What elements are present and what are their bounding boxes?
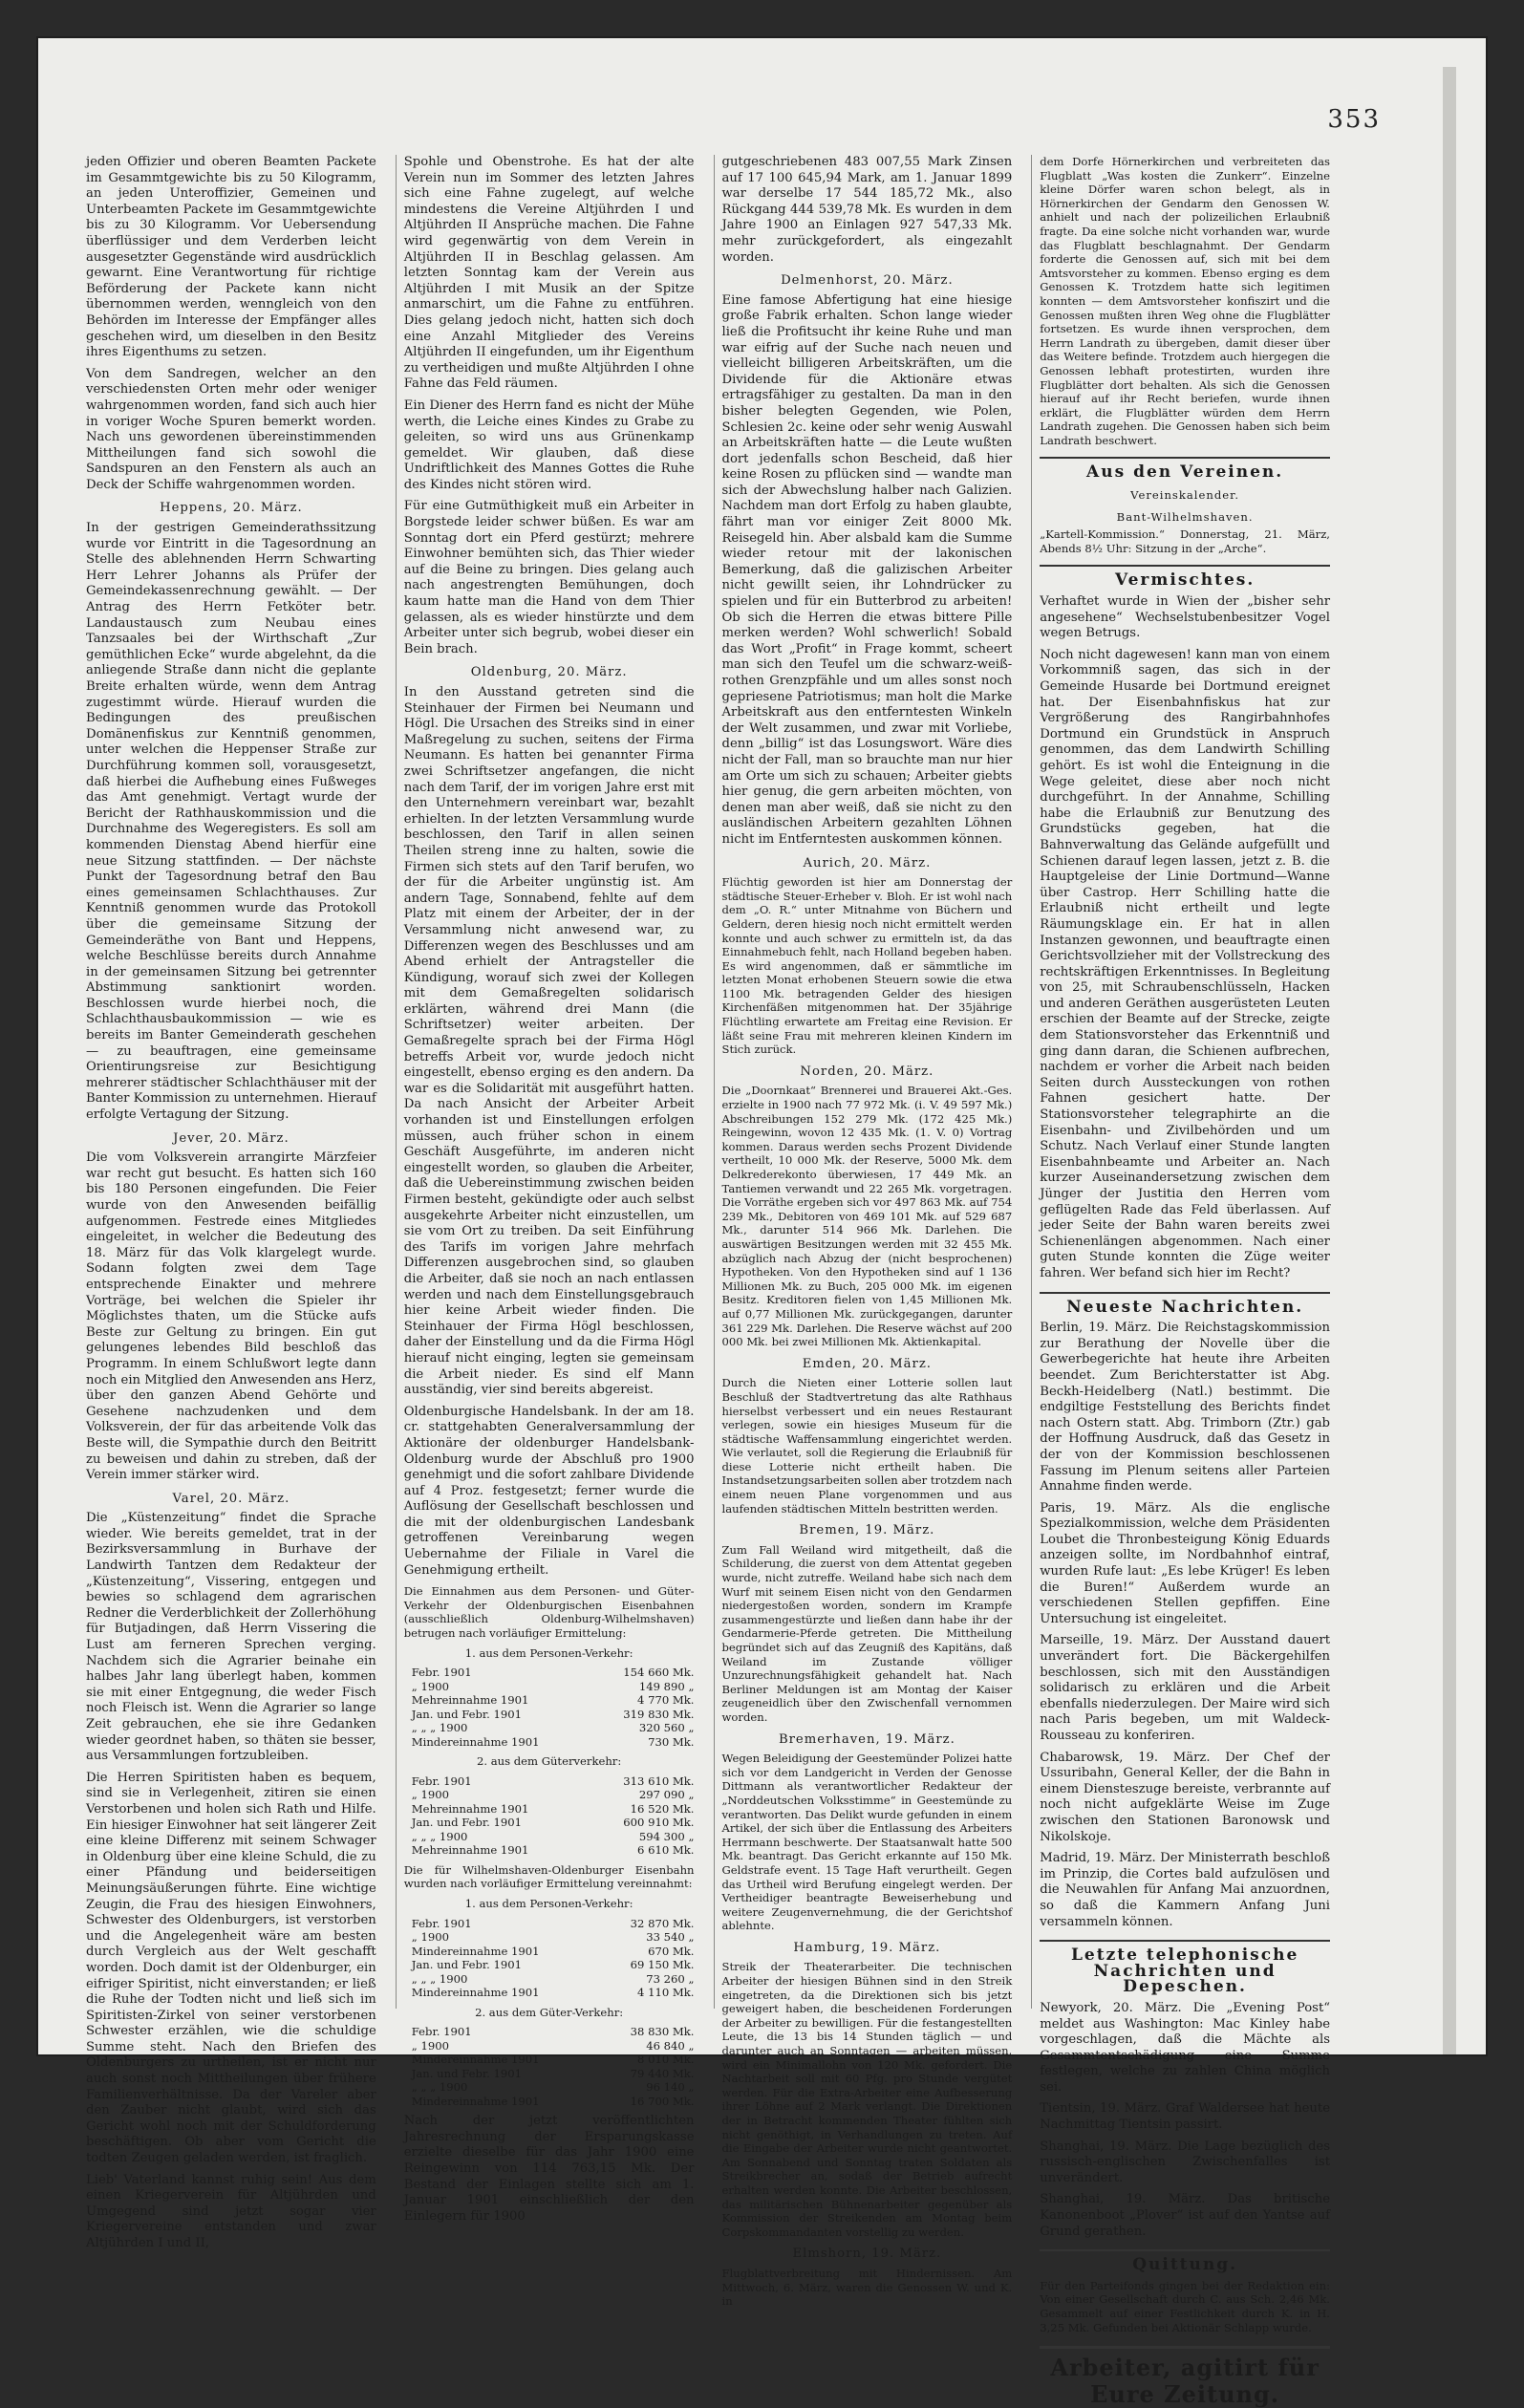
table-row	[404, 1708, 695, 1722]
revenue-table-whv-passenger	[404, 1917, 695, 2000]
row-value: 730 Mk.	[648, 1734, 695, 1749]
article-paragraph: In der gestrigen Gemeinderathssitzung wurde vor Eintritt in die Tagesordnung an Stelle des ablehnenden Herrn Schwarting Herr Lehrer Johanns als Prüfer der Gemeindekassenrechnung gewählt. — Der Antrag des Herrn Fetköter betr. Landaustausch zum Neubau eines Tanzsaales bei der Wirthschaft „Zur gemüthlichen Ecke“ wurde abgelehnt, da die anliegende Straße dann nicht die geplante Breite erhalten würde, wenn dem Antrag zugestimmt würde. Hierauf wurden die Bedingungen des preußischen Domänenfiskus zur Kenntniß genommen, unter welchen die Heppenser Straße zur Durchführung kommen soll, vorausgesetzt, daß hierbei die Aufhebung eines Fußweges das Amt genehmigt. Vertagt wurde der Bericht der Rathhauskommission und die Durchnahme des Wegeregisters. Es soll am kommenden Dienstag Abend hierfür eine neue Sitzung stattfinden. — Der nächste Punkt der Tagesordnung betraf den Bau eines gemeinsamen Schlachthauses. Zur Kenntniß genommen wurde das Protokoll über die gemeinsame Sitzung der Gemeinderäthe von Bant und Heppens, welche Beschlüsse bereits durch Annahme in der gemeinsamen Sitzung bei getrennter Abstimmung sanktionirt worden. Beschlossen wurde hierbei noch, die Schlachthausbaukommission — wie es bereits im Banter Gemeinderath geschehen — zu beauftragen, eine gemeinsame Orientirungsreise zur Besichtigung mehrerer städtischer Schlachthäuser mit der Banter Kommission zu unternehmen. Hierauf erfolgte Vertagung der Sitzung.	[86, 521, 376, 1123]
article-paragraph: Flugblattverbreitung mit Hindernissen. Am Mittwoch, 6. März, waren die Genossen W. und K. in	[721, 2266, 1013, 2309]
table-row	[404, 1802, 695, 1817]
row-value: 4 110 Mk.	[637, 1986, 695, 2000]
row-label: Jan. und Febr. 1901	[411, 1958, 523, 1972]
dateline: Aurich, 20. März.	[803, 855, 932, 871]
article-paragraph: Paris, 19. März. Als die englische Spezialkommission, welche dem Präsidenten Loubet die Thronbesteigung König Eduards anzeigen sollte, im Nordbahnhof eintraf, wurden Rufe laut: „Es lebe Krüger! Es leben die Buren!“ Außerdem wurde an verschiedenen Stellen gepfiffen. Eine Untersuchung ist eingeleitet.	[1040, 1500, 1330, 1626]
row-label: „ 1900	[411, 1788, 449, 1802]
row-value: 149 890 „	[638, 1679, 695, 1693]
article-paragraph: Spohle und Obenstrohe. Es hat der alte Verein nun im Sommer des letzten Jahres sich eine Fahne zugelegt, auf welche mindestens die Vereine Altjührden I und Altjührden II Ansprüche machen. Die Fahne wird gegenwärtig von dem Verein in Altjührden II in Beschlag gelassen. Am letzten Sonntag kam der Verein aus Altjührden I mit Musik an der Spitze anmarschirt, um die Fahne zu entführen. Dies gelang jedoch nicht, hatten sich doch eine Anzahl Mitglieder des Vereins Altjührden II eingefunden, um ihr Eigenthum zu vertheidigen und mußte Altjührden I ohne Fahne das Feld räumen.	[403, 155, 695, 392]
article-columns	[86, 155, 1338, 2408]
table-row	[404, 2080, 695, 2095]
revenue-table-freight	[404, 1774, 695, 1858]
row-label: Jan. und Febr. 1901	[411, 2066, 523, 2080]
table-subhead: 2. aus dem Güter-Verkehr:	[475, 2005, 624, 2019]
row-value: 33 540 „	[646, 1930, 695, 1945]
slogan-banner: Arbeiter, agitirt für Eure Zeitung.	[1040, 2346, 1330, 2408]
row-label: Mindereinnahme 1901	[411, 2094, 540, 2108]
row-value: 594 300 „	[638, 1829, 695, 1843]
savings-bank-article: Nach der jetzt veröffentlichten Jahresrechnung der Ersparungskasse erzielte dieselbe für das Jahr 1900 eine Reingewinn von 114 763,15 Mk. Der Bestand der Einlagen stellte sich am 1. Januar 1901 einschließlich der den Einlegern für 1900	[403, 2114, 695, 2224]
article-paragraph: Shanghai, 19. März. Die Lage bezüglich des russisch-englischen Zwischenfalles ist unverändert.	[1040, 2139, 1330, 2185]
row-label: Febr. 1901	[411, 1666, 472, 1680]
table-row	[404, 1693, 695, 1708]
table-row	[404, 1945, 695, 1959]
article-paragraph: Die „Küstenzeitung“ findet die Sprache wieder. Wie bereits gemeldet, trat in der Bezirksversammlung in Burhave der Landwirth Tantzen dem Redakteur der „Küstenzeitung“, Vissering, entgegen und bewies so schlagend dem agrarischen Redner die Verderblichkeit der Zollerhöhung für Butjadingen, daß Herrn Vissering die Lust am ferneren Sprechen verging. Nachdem sich die Agrarier beinahe ein halbes Jahr lang überlegt haben, kommen sie mit einer Entgegnung, die weder Fisch noch Fleisch ist. Wenn die Agrarier so lange Zeit gebrauchen, ehe sie ihre Gedanken wieder geordnet haben, so thäten sie besser, aus Versammlungen fortzubleiben.	[86, 1511, 376, 1764]
table-row	[404, 1958, 695, 1972]
page-binding-edge	[1443, 67, 1456, 2054]
row-label: „ 1900	[411, 2038, 449, 2053]
table-intro: Die für Wilhelmshaven-Oldenburger Eisenbahn wurden nach vorläufiger Ermittelung vereinnahmt:	[403, 1862, 695, 1891]
column-4	[1031, 155, 1338, 2408]
table-row	[404, 1735, 695, 1750]
table-row	[404, 1830, 695, 1844]
row-label: Mehreinnahme 1901	[411, 1843, 529, 1858]
dateline: Bremerhaven, 19. März.	[778, 1731, 955, 1747]
section-heading: Neueste Nachrichten.	[1040, 1292, 1330, 1316]
dateline: Elmshorn, 19. März.	[792, 2247, 942, 2262]
dateline: Vereinskalender.	[1130, 488, 1240, 503]
table-row	[404, 1986, 695, 2000]
article-paragraph: Die vom Volksverein arrangirte Märzfeier war recht gut besucht. Es hatten sich 160 bis 180 Personen eingefunden. Die Feier wurde von den Anwesenden beifällig aufgenommen. Festrede eines Mitgliedes eingeleitet, in welcher die Bedeutung des 18. März für das Volk klargelegt wurde. Sodann folgten zwei dem Tage entsprechende Einakter und mehrere Vorträge, bei welchen die Spieler ihr Möglichstes thaten, um die Stücke aufs Beste zur Geltung zu bringen. Ein gut gelungenes lebendes Bild beschloß das Programm. In einem Schlußwort legte dann noch ein Mitglied den Anwesenden ans Herz, über den ganzen Abend Gehörte und Gesehene nachzudenken und dem Volksverein, der für das arbeitende Volk das Beste will, die Sympathie durch den Beitritt zu beweisen und dahin zu streben, daß der Verein immer stärker wird.	[86, 1150, 376, 1483]
dateline: Hamburg, 19. März.	[793, 1940, 941, 1955]
row-label: Febr. 1901	[411, 1916, 472, 1930]
row-value: 320 560 „	[638, 1721, 695, 1735]
article-paragraph: Für den Parteifonds gingen bei der Redaktion ein: Von einer Gesellschaft durch C. aus Sch. 2,46 Mk. Gesammelt auf einer Festlichkeit durch K. in H. 3,25 Mk. Gefunden bei Aktionär Schlapp wurde.	[1040, 2278, 1330, 2334]
article-paragraph: Berlin, 19. März. Die Reichstagskommission zur Berathung der Novelle über die Gewerbegerichte hat heute ihre Arbeiten beendet. Zum Berichterstatter ist Abg. Beckh-Heidelberg (Natl.) bestimmt. Die endgiltige Feststellung des Berichts findet nach Ostern statt. Abg. Trimborn (Ztr.) gab der Hoffnung Ausdruck, daß das Gesetz in der von der Kommission beschlossenen Fassung im Plenum seitens aller Parteien Annahme finden werde.	[1040, 1321, 1330, 1494]
dateline: Bremen, 19. März.	[799, 1523, 935, 1538]
dateline: Bant-Wilhelmshaven.	[1116, 509, 1254, 524]
revenue-table-whv-freight	[404, 2025, 695, 2108]
row-value: 319 830 Mk.	[623, 1707, 695, 1721]
row-value: 600 910 Mk.	[623, 1816, 695, 1830]
row-label: Mindereinnahme 1901	[411, 1734, 540, 1749]
article-paragraph: Tientsin, 19. März. Graf Waldersee hat heute Nachmittag Tientsin passirt.	[1040, 2101, 1330, 2133]
row-value: 670 Mk.	[648, 1944, 695, 1958]
table-row	[404, 1666, 695, 1680]
table-row	[404, 1930, 695, 1945]
row-value: 16 520 Mk.	[630, 1801, 695, 1816]
row-value: 8 010 Mk.	[637, 2053, 695, 2067]
column-4-articles	[1040, 155, 1330, 2334]
section-heading: Quittung.	[1040, 2249, 1330, 2273]
table-subhead: 1. aus dem Personen-Verkehr:	[464, 1897, 633, 1910]
article-paragraph: Lieb' Vaterland kannst ruhig sein! Aus dem einen Kriegerverein für Altjührden und Umgegend sind jetzt sogar vier Kriegervereine entstanden und zwar Altjührden I und II,	[86, 2172, 376, 2250]
column-3	[714, 155, 1020, 2309]
dateline: Emden, 20. März.	[802, 1356, 932, 1371]
row-label: Jan. und Febr. 1901	[411, 1707, 523, 1721]
table-row	[404, 1721, 695, 1735]
article-paragraph: Verhaftet wurde in Wien der „bisher sehr angesehene“ Wechselstubenbesitzer Vogel wegen Betrugs.	[1040, 594, 1330, 641]
article-paragraph: Eine famose Abfertigung hat eine hiesige große Fabrik erhalten. Schon lange wieder ließ die Profitsucht ihr keine Ruhe und man war eifrig auf der Suche nach neuen und vielleicht billigeren Arbeitskräften, um die Dividende für die Aktionäre etwas ertragsfähiger zu gestalten. Da man in den bisher belegten Gegenden, wie Polen, Schlesien 2c. keine oder sehr wenig Auswahl an Arbeitskräften hatte — die Leute wußten dort jedenfalls schon Bescheid, daß hier keine Rosen zu pflücken sind — wandte man sich der Abwechslung halber nach Galizien. Nachdem man dort Erfolg zu haben glaubte, fährt man vor einiger Zeit 8000 Mk. Reisegeld hin. Aber alsbald kam die Summe wieder retour mit der lakonischen Bemerkung, daß die galizischen Arbeiter nicht gewillt seien, ihr Lohndrücker zu spielen und für ein Butterbrod zu arbeiten! Ob sich die Herren die etwas bittere Pille merken werden? Wohl schwerlich! Sobald das Wort „Profit“ in Frage kommt, scheert man sich den Teufel um die schwarz-weiß-rothen Grenzpfähle und um alles sonst noch gepriesene Patriotismus; man holt die Marke Arbeitskraft aus den entferntesten Winkeln der Welt zusammen, und zwar mit Vorliebe, denn „billig“ ist das Losungswort. Wäre dies nicht der Fall, man so brauchte man nur hier am Orte um sich zu schauen; Arbeiter giebts hier genug, die gern arbeiten möchten, von denen man aber weiß, daß sie nicht zu den ausländischen Arbeitern gezahlten Löhnen nicht im Entferntesten auskommen können.	[721, 292, 1013, 847]
article-paragraph: Wegen Beleidigung der Geestemünder Polizei hatte sich vor dem Landgericht in Verden der Genosse Dittmann als verantwortlicher Redakteur der „Norddeutschen Volksstimme“ in Geestemünde zu verantworten. Das Delikt wurde gefunden in einem Artikel, der sich über die Entlassung des Arbeiters Herrmann beschwerte. Der Staatsanwalt hatte 500 Mk. beantragt. Das Gericht erkannte auf 150 Mk. Geldstrafe event. 15 Tage Haft verurtheilt. Gegen das Urtheil wird Berufung eingelegt werden. Der Vertheidiger beantragte Beweiserhebung und weitere Zeugenvernehmung, die der Gerichtshof ablehnte.	[721, 1752, 1013, 1933]
row-value: 79 440 Mk.	[630, 2066, 695, 2080]
row-label: Mindereinnahme 1901	[411, 2053, 540, 2067]
row-value: 46 840 „	[646, 2038, 695, 2053]
row-label: „ „ „ 1900	[411, 2080, 468, 2095]
article-paragraph: Chabarowsk, 19. März. Der Chef der Ussuribahn, General Keller, der die Bahn in einem Diensteszuge bereiste, verbrannte auf noch nicht aufgeklärte Weise im Zuge zwischen den Stationen Baronowsk und Nikolskoje.	[1040, 1750, 1330, 1844]
article-paragraph: gutgeschriebenen 483 007,55 Mark Zinsen auf 17 100 645,94 Mark, am 1. Januar 1899 war derselbe 17 544 185,72 Mk., also Rückgang 444 539,78 Mk. Es wurden in dem Jahre 1900 an Einlagen 927 547,33 Mk. mehr zurückgefordert, als eingezahlt worden.	[721, 155, 1013, 265]
dateline: Jever, 20. März.	[173, 1130, 290, 1146]
row-label: Mindereinnahme 1901	[411, 1944, 540, 1958]
dateline: Delmenhorst, 20. März.	[781, 273, 954, 289]
row-value: 154 660 Mk.	[623, 1666, 695, 1680]
article-paragraph: dem Dorfe Hörnerkirchen und verbreiteten das Flugblatt „Was kosten die Zunkerr“. Einzelne kleine Dörfer waren schon belegt, als in Hörnerkirchen der Gendarm den Genossen W. anhielt und nach der polizeilichen Erlaubniß fragte. Da eine solche nicht vorhanden war, wurde das Flugblatt beschlagnahmt. Der Gendarm forderte die Genossen auf, sich mit bei dem Amtsvorsteher zu kommen. Ebenso erging es dem Genossen K. Trotzdem hatte sich legitimen konnten — dem Amtsvorsteher konfiszirt und die Genossen mußten ihren Weg ohne die Flugblätter fortsetzen. Es wurde ihnen versprochen, dem Herrn Landrath zu übergeben, damit dieser über das Weitere befinde. Trotzdem auch hiergegen die Genossen lebhaft protestirten, wurden ihre Flugblätter dort behalten. Als sich die Genossen hierauf auf ihr Recht beriefen, wurde ihnen erklärt, die Flugblätter würden dem Herrn Landrath zugehen. Die Genossen haben sich beim Landrath beschwert.	[1040, 155, 1330, 447]
article-paragraph: Marseille, 19. März. Der Ausstand dauert unverändert fort. Die Bäckergehilfen beschlossen, sich mit den Ausständigen solidarisch zu erklären und die Arbeit ebenfalls niederzulegen. Der Maire wird sich nach Paris begeben, um mit Waldeck-Rousseau zu konferiren.	[1040, 1633, 1330, 1743]
article-paragraph: Die Einnahmen aus dem Personen- und Güter-Verkehr der Oldenburgischen Eisenbahnen (ausschließlich Oldenburg-Wilhelmshaven) betrugen nach vorläufiger Ermittelung:	[403, 1584, 695, 1641]
row-label: Mehreinnahme 1901	[411, 1693, 529, 1708]
article-paragraph: Die „Doornkaat“ Brennerei und Brauerei Akt.-Ges. erzielte in 1900 nach 77 972 Mk. (i. V. 49 597 Mk.) Abschreibungen 152 279 Mk. (172 425 Mk.) Reingewinn, wovon 12 435 Mk. (1. V. 0) Vortrag kommen. Daraus werden sechs Prozent Dividende vertheilt, 10 000 Mk. der Reserve, 5000 Mk. dem Delkrederekonto überwiesen, 17 449 Mk. an Tantiemen verwandt und 22 265 Mk. vorgetragen. Die Vorräthe ergeben sich vor 497 863 Mk. auf 754 239 Mk., Debitoren von 469 101 Mk. auf 529 687 Mk., darunter 514 966 Mk. Darlehen. Die auswärtigen Besitzungen werden mit 32 455 Mk. abzüglich nach Abzug der (nicht besprochenen) Hypotheken. Von den Hypotheken sind auf 1 136 Millionen Mk. zu Buch, 205 000 Mk. im eigenen Besitz. Kreditoren fielen von 1,45 Millionen Mk. auf 0,77 Millionen Mk. zurückgegangen, darunter 361 229 Mk. Darlehen. Die Reserve wächst auf 200 000 Mk. bei zwei Millionen Mk. Aktienkapital.	[721, 1084, 1013, 1349]
row-label: „ „ „ 1900	[411, 1971, 468, 1986]
row-value: 313 610 Mk.	[623, 1774, 695, 1788]
row-value: 69 150 Mk.	[630, 1958, 695, 1972]
dateline: Heppens, 20. März.	[160, 501, 303, 516]
article-paragraph: „Kartell-Kommission.“ Donnerstag, 21. März, Abends 8½ Uhr: Sitzung in der „Arche“.	[1040, 527, 1330, 555]
column-2-articles	[404, 155, 695, 1660]
article-paragraph: Streik der Theaterarbeiter. Die technischen Arbeiter der hiesigen Bühnen sind in den Streik eingetreten, da die Direktionen sich bis jetzt geweigert haben, die bescheidenen Forderungen der Arbeiter zu bewilligen. Für die festangestellten Leute, die 13 bis 14 Stunden täglich — und darunter auch an Sonntagen — arbeiten müssen, wird ein Minimallohn von 120 Mk. gefordert. Die Nachtarbeit soll mit 60 Pfg. pro Stunde vergütet werden. Für die Extra-Arbeiter eine Aufbesserung ihrer Löhne auf 2 Mark verlangt. Die Direktionen der in Betracht kommenden Theater fühlten sich nicht genöthigt, in Verhandlungen zu treten. Auf die Eingabe der Arbeiter wurde nicht geantwortet. Am Sonnabend und Sonntag traten Soldaten als Streikbrecher an, sodaß der Betrieb aufrecht erhalten werden konnte. Die Arbeiter beschlossen, das militärischen Bühnenarbeiter gegenüber als Kommission der Streikenden am Montag beim Corpskommandanten vorstellig zu werden.	[721, 1960, 1013, 2239]
article-paragraph: Für eine Gutmüthigkeit muß ein Arbeiter in Borgstede leider schwer büßen. Es war am Sonntag dort ein Pferd gestürzt; mehrere Einwohner bemühten sich, das Thier wieder auf die Beine zu bringen. Dies gelang auch nach angestrengten Bemühungen, doch kaum hatte man die Hand von dem Thier gelassen, als es wieder hinstürzte und dem Arbeiter unter sich begrub, wobei dieser ein Bein brach.	[403, 499, 695, 656]
table-row	[404, 1774, 695, 1789]
dateline: Varel, 20. März.	[172, 1491, 290, 1506]
article-paragraph: Die Herren Spiritisten haben es bequem, sind sie in Verlegenheit, zitiren sie einen Verstorbenen und holen sich Rath und Hilfe. Ein hiesiger Einwohner hat seit längerer Zeit eine kleine Differenz mit seinem Schwager in Oldenburg über eine kleine Schuld, die zu einer Pfändung und beiderseitigen Meinungsäußerungen führte. Eine wichtige Zeugin, die Frau des hiesigen Einwohners, Schwester des Oldenburgers, ist verstorben und die Angelegenheit wäre am besten durch Vergleich aus der Welt geschafft worden. Doch damit ist der Oldenburger, ein eifriger Spiritist, nicht einverstanden; er ließ die Ruhe der Todten nicht und ließ sich im Spiritisten-Zirkel von seiner verstorbenen Schwester erzählen, wie die schuldige Summe steht. Nach den Briefen des Oldenburgers zu urtheilen, ist er nicht nur auch sonst noch Mittheilungen über frühere Familienverhältnisse. Da der Vareler aber den Zauber nicht glaubt, wird sich das Gericht wohl noch mit der Schuldforderung beschäftigen. Ob aber vom Gericht die todten Zeugen geladen werden, ist fraglich.	[86, 1770, 376, 2166]
table-row	[404, 2095, 695, 2109]
row-value: 16 700 Mk.	[630, 2094, 695, 2108]
article-paragraph: In den Ausstand getreten sind die Steinhauer der Firmen bei Neumann und Högl. Die Ursachen des Streiks sind in einer Maßregelung zu suchen, seitens der Firma Neumann. Es hatten bei genannter Firma zwei Schriftsetzer angefangen, die nicht nach dem Tarif, der im vorigen Jahre erst mit den Unternehmern vereinbart war, bezahlt erhielten. In der letzten Versammlung wurde beschlossen, den Tarif in allen seinen Theilen streng inne zu halten, sowie die Firmen sich stets auf den Tarif berufen, wo der für die Arbeiter ungünstig ist. Am andern Tage, Sonnabend, fehlte auf dem Platz mit einem der Arbeiter, der in der Versammlung nicht anwesend war, zu Differenzen wegen des Beschlusses und am Abend erhielt der Antragsteller die Kündigung, worauf sich zwei der Kollegen mit dem Gemaßregelten solidarisch erklärten, während drei Mann (die Schriftsetzer) weiter arbeiten. Der Gemaßregelte sprach bei der Firma Högl betreffs Arbeit vor, wurde jedoch nicht eingestellt, ebenso erging es den andern. Da war es die Solidarität mit ausgeführt hatten. Da nach Ansicht der Arbeiter Arbeit vorhanden ist und Einstellungen erfolgen müssen, auch früher schon in einem Geschäft Ausgeführte, im anderen nicht eingestellt worden, so glauben die Arbeiter, daß die Uebereinstimmung zwischen beiden Firmen besteht, gekündigte oder auch selbst ausgekehrte Arbeiter nicht einzustellen, um sie vom Ort zu treiben. Da seit Einführung des Tarifs im vorigen Jahre mehrfach Differenzen ausgebrochen sind, so glauben die Arbeiter, daß sie noch an nach entlassen werden und nach dem Einstellungsgebrauch hier keine Arbeit wieder finden. Die Steinhauer der Firma Högl beschlossen, daher der Einstellung und da die Firma Högl hierauf nicht einging, legten sie gemeinsam die Arbeit nieder. Es sind elf Mann ausständig, vier sind bereits abgereist.	[403, 685, 695, 1398]
table-row	[404, 2025, 695, 2039]
row-value: 6 610 Mk.	[637, 1843, 695, 1858]
row-label: Mindereinnahme 1901	[411, 1986, 540, 2000]
row-value: 4 770 Mk.	[637, 1693, 695, 1708]
table-row	[404, 1816, 695, 1830]
row-value: 32 870 Mk.	[630, 1916, 695, 1930]
row-label: „ 1900	[411, 1930, 449, 1945]
dateline: Oldenburg, 20. März.	[470, 665, 628, 680]
row-label: Febr. 1901	[411, 2025, 472, 2039]
column-2	[396, 155, 702, 2224]
row-label: „ „ „ 1900	[411, 1829, 468, 1843]
table-row	[404, 2067, 695, 2081]
revenue-table-passenger	[404, 1666, 695, 1749]
article-paragraph: Durch die Nieten einer Lotterie sollen laut Beschluß der Stadtvertretung das alte Rathhaus hierselbst verbessert und ein neues Restaurant verlegen, sowie ein hiesiges Museum für die städtische Waffensammlung eingerichtet werden. Wie verlautet, soll die Regierung die Erlaubniß für diese Lotterie nicht ertheilt haben. Die Instandsetzungsarbeiten sollen aber trotzdem nach einem neuen Plane vorgenommen und aus laufenden städtischen Mitteln bestritten werden.	[721, 1376, 1013, 1516]
article-paragraph: Flüchtig geworden ist hier am Donnerstag der städtische Steuer-Erheber v. Bloh. Er ist wohl nach dem „O. R.“ unter Mitnahme von Büchern und Geldern, deren hiesig noch nicht ermittelt werden konnte und auch schwer zu ermitteln ist, da das Einnahmebuch fehlt, nach Holland begeben haben. Es wird angenommen, daß er sämmtliche im letzten Monat erhobenen Steuern sowie die etwa 1100 Mk. betragenden Gelder des hiesigen Kirchenfäßen mitgenommen hat. Der 35jährige Flüchtling erwartete am Freitag eine Revision. Er läßt seine Frau mit mehreren kleinen Kindern im Stich zurück.	[721, 875, 1013, 1057]
section-heading: Vermischtes.	[1040, 565, 1330, 589]
row-value: 38 830 Mk.	[630, 2025, 695, 2039]
column-1	[86, 155, 384, 2250]
article-paragraph: Newyork, 20. März. Die „Evening Post“ meldet aus Washington: Mac Kinley habe vorgeschlagen, daß die Mächte als Gesammtentschädigung eine Summe festlegen, welche zu zahlen China möglich sei.	[1040, 2000, 1330, 2095]
article-paragraph: Madrid, 19. März. Der Ministerrath beschloß im Prinzip, die Cortes bald aufzulösen und die Neuwahlen für Anfang Mai anzuordnen, so daß die Kammern Anfang Juni versammeln können.	[1040, 1851, 1330, 1929]
row-value: 73 260 „	[646, 1971, 695, 1986]
article-paragraph: Oldenburgische Handelsbank. In der am 18. cr. stattgehabten Generalversammlung der Aktionäre der oldenburger Handelsbank-Oldenburg wurde der Abschluß pro 1900 genehmigt und die sofort zahlbare Dividende auf 4 Proz. festgesetzt; ferner wurde die Auflösung der Gesellschaft beschlossen und die mit der oldenburgischen Landesbank getroffenen Vereinbarung wegen Uebernahme der Filiale in Varel die Genehmigung ertheilt.	[403, 1404, 695, 1578]
table-row	[404, 1917, 695, 1931]
row-label: „ „ „ 1900	[411, 1721, 468, 1735]
row-value: 297 090 „	[638, 1788, 695, 1802]
article-paragraph: 1. aus dem Personen-Verkehr:	[464, 1645, 633, 1660]
article-paragraph: Shanghai, 19. März. Das britische Kanonenboot „Plover“ ist auf den Yantse auf Grund gerathen.	[1040, 2192, 1330, 2239]
article-paragraph: Zum Fall Weiland wird mitgetheilt, daß die Schilderung, die zuerst von dem Attentat gegeben wurde, nicht zutreffe. Weiland habe sich nach dem Wurf mit seinem Eisen nicht von den Gendarmen niedergestoßen worden, sondern im Krampfe zusammengestürzte und ließen dann habe ihr der Gendarmerie-Pferde getreten. Die Mittheilung begründet sich auf das Zeugniß des Kapitäns, daß Weiland im Zustande völliger Unzurechnungsfähigkeit gehandelt hat. Nach Berliner Meldungen ist am Montag der Kaiser zeugeneidlich über den Zwischenfall vernommen worden.	[721, 1542, 1013, 1724]
table-row	[404, 1843, 695, 1858]
row-label: „ 1900	[411, 1679, 449, 1693]
table-row	[404, 1680, 695, 1694]
row-label: Jan. und Febr. 1901	[411, 1816, 523, 1830]
row-value: 96 140 „	[646, 2080, 695, 2095]
article-paragraph: Noch nicht dagewesen! kann man von einem Vorkommniß sagen, das sich in der Gemeinde Husarde bei Dortmund ereignet hat. Der Eisenbahnfiskus hat zur Vergrößerung des Rangirbahnhofes Dortmund ein Grundstück in Anspruch genommen, das dem Landwirth Schilling gehört. Es ist wohl die Enteignung in die Wege geleitet, diese aber noch nicht durchgeführt. In der Annahme, Schilling habe die Erlaubniß zur Benutzung des Grundstücks gegeben, hat die Bahnverwaltung das Gelände aufgefüllt und Schienen darauf legen lassen, jetzt z. B. die Hauptgeleise der Linie Dortmund—Wanne über Castrop. Herr Schilling hatte die Erlaubniß nicht ertheilt und legte Räumungsklage ein. Er hat in allen Instanzen gewonnen, und beauftragte einen Gerichtsvollzieher mit der Vollstreckung des rechtskräftigen Erkenntnisses. In Begleitung von 25, mit Schraubenschlüsseln, Hacken und anderen Geräthen ausgerüsteten Leuten erschien der Beamte auf der Strecke, zeigte dem Stationsvorsteher das Erkenntniß und ging dann daran, die Schienen aufbrechen, nachdem er vorher die Arbeit nach beiden Seiten durch Aussteckungen von rothen Fahnen gesichert hatte. Der Stationsvorsteher telegraphirte an die Eisenbahn- und Zivilbehörden und um Schutz. Nach Verlauf einer Stunde langten Eisenbahnbeamte und Arbeiter an. Nach kurzer Auseinandersetzung zwischen dem Jünger der Justitia den Herren vom geflügelten Rade das Feld überlassen. Auf jeder Seite der Bahn waren bereits zwei Schienenlängen abgenommen. Nach einer guten Stunde konnten die Züge weiter fahren. Wer befand sich hier im Recht?	[1040, 647, 1330, 1280]
article-paragraph: Ein Diener des Herrn fand es nicht der Mühe werth, die Leiche eines Kindes zu Grabe zu geleiten, so wird uns aus Grünenkamp gemeldet. Wir glauben, daß diese Undriftlichkeit des Mannes Gottes die Ruhe des Kindes nicht stören wird.	[403, 398, 695, 492]
row-label: Mehreinnahme 1901	[411, 1801, 529, 1816]
section-heading: Aus den Vereinen.	[1040, 457, 1330, 481]
table-subhead: 2. aus dem Güterverkehr:	[476, 1754, 622, 1769]
article-paragraph: jeden Offizier und oberen Beamten Packete im Gesammtgewichte bis zu 50 Kilogramm, an jeden Unteroffizier, Gemeinen und Unterbeamten Packete im Gesammtgewichte bis zu 30 Kilogramm. Vor Uebersendung überflüssiger und dem Verderben leicht ausgesetzter Gegenstände wird ausdrücklich gewarnt. Eine Verantwortung für richtige Beförderung der Packete kann nicht übernommen werden, wenngleich von den Behörden im Interesse der Empfänger alles geschehen wird, um dieselben in den Besitz ihres Eigenthums zu setzen.	[86, 155, 376, 360]
row-label: Febr. 1901	[411, 1774, 472, 1788]
table-row	[404, 2039, 695, 2053]
table-row	[404, 2053, 695, 2067]
page-number: 353	[1327, 105, 1381, 134]
article-paragraph: Von dem Sandregen, welcher an den verschiedensten Orten mehr oder weniger wahrgenommen worden, fand sich auch hier in voriger Woche Spuren bemerkt worden. Nach uns gewordenen übereinstimmenden Mittheilungen fand sich sowohl die Sandspuren an den Fenstern als auch an Deck der Schiffe wahrgenommen worden.	[86, 366, 376, 492]
table-row	[404, 1788, 695, 1802]
table-row	[404, 1972, 695, 1987]
dateline: Norden, 20. März.	[800, 1064, 934, 1079]
section-heading: Letzte telephonische Nachrichten und Depeschen.	[1040, 1940, 1330, 1995]
